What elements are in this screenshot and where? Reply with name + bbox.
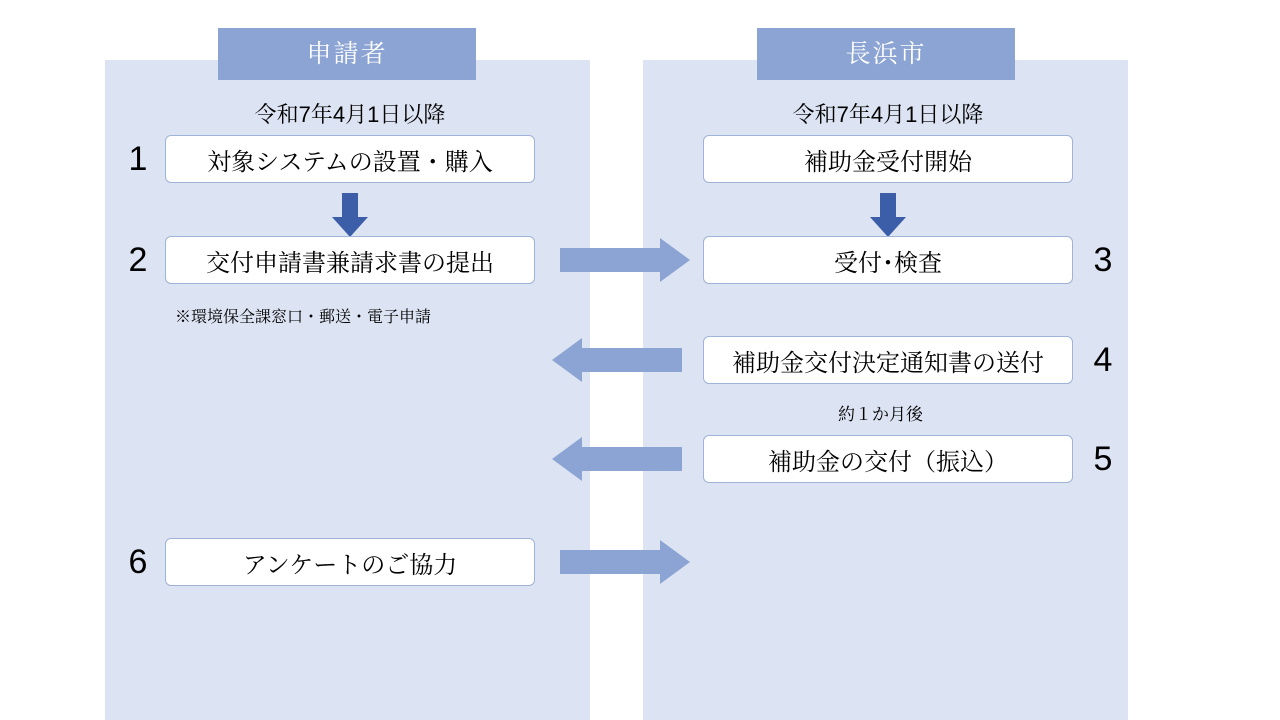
note-about-one-month: 約１か月後 bbox=[838, 405, 923, 424]
arrow-city-to-applicant-decision bbox=[552, 338, 682, 382]
step-number-6: 6 bbox=[128, 543, 148, 581]
step-box-6: アンケートのご協力 bbox=[165, 538, 535, 586]
lane-header-city: 長浜市 bbox=[757, 28, 1015, 80]
down-arrow-right bbox=[870, 193, 906, 237]
step-box-1: 対象システムの設置・購入 bbox=[165, 135, 535, 183]
step-number-3: 3 bbox=[1093, 241, 1113, 279]
date-label-city: 令和7年4月1日以降 bbox=[792, 102, 984, 127]
step-number-4: 4 bbox=[1093, 341, 1113, 379]
down-arrow-left bbox=[332, 193, 368, 237]
arrow-city-to-applicant-payment bbox=[552, 437, 682, 481]
step-box-3: 受付･検査 bbox=[703, 236, 1073, 284]
step-number-5: 5 bbox=[1093, 440, 1113, 478]
step-number-1: 1 bbox=[128, 140, 148, 178]
step-box-2: 交付申請書兼請求書の提出 bbox=[165, 236, 535, 284]
note-submit-methods: ※環境保全課窓口・郵送・電子申請 bbox=[175, 309, 432, 326]
arrow-applicant-to-city-submit bbox=[560, 238, 690, 282]
step-box-reception-start: 補助金受付開始 bbox=[703, 135, 1073, 183]
lane-header-applicant: 申請者 bbox=[218, 28, 476, 80]
step-number-2: 2 bbox=[128, 241, 148, 279]
step-box-5: 補助金の交付（振込） bbox=[703, 435, 1073, 483]
step-box-4: 補助金交付決定通知書の送付 bbox=[703, 336, 1073, 384]
arrow-applicant-to-city-survey bbox=[560, 540, 690, 584]
date-label-applicant: 令和7年4月1日以降 bbox=[254, 102, 446, 127]
